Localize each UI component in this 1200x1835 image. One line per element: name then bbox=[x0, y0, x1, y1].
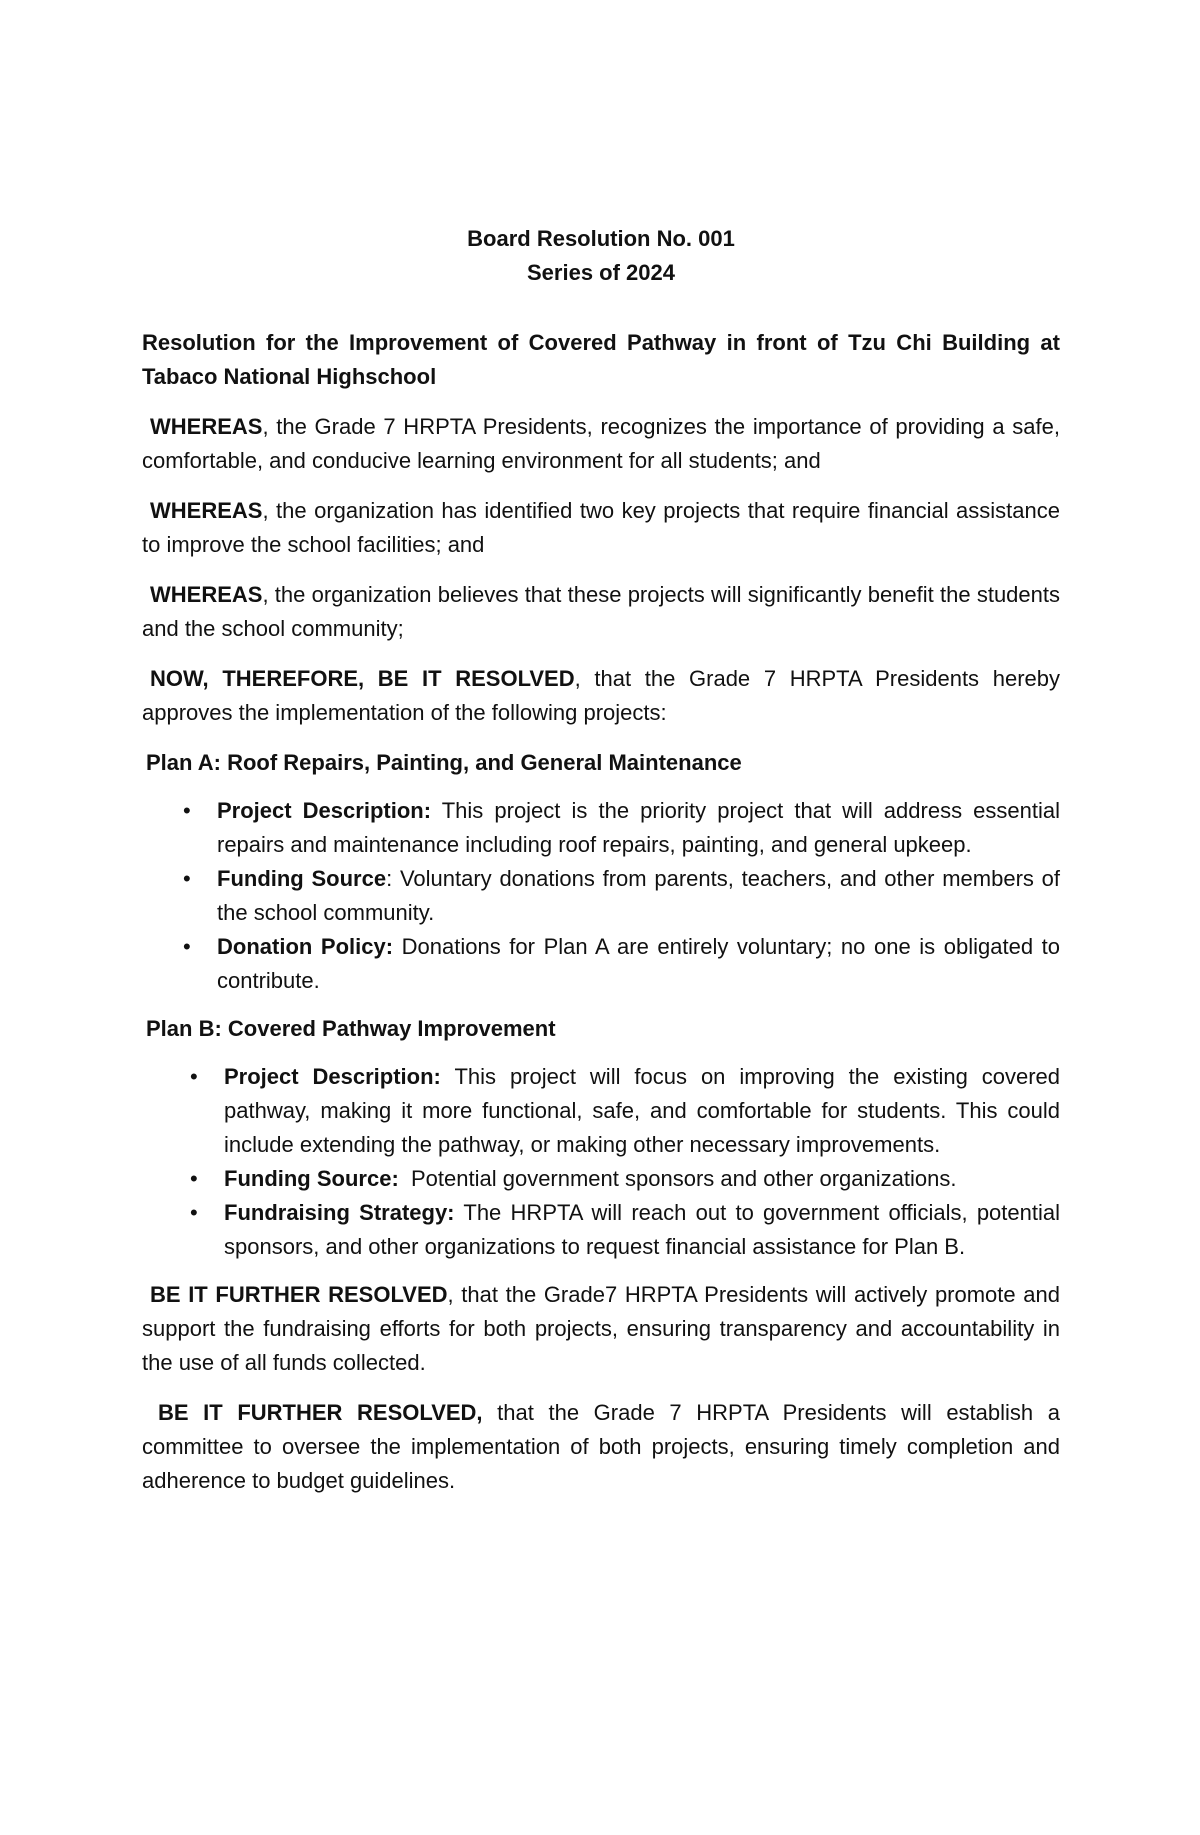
further-text: , that the Grade7 HRPTA Presidents will actively promote and support the fundraising efforts for both projects, ensuring transparency and accountability in the use of all funds collected. bbox=[142, 1282, 1060, 1375]
bullet-icon: • bbox=[183, 798, 191, 823]
list-item bbox=[183, 862, 1060, 930]
list-item bbox=[190, 1196, 1061, 1264]
item-text: Donations for Plan A are entirely voluntary; no one is obligated to contribute. bbox=[217, 934, 1060, 993]
plan-b-title: Plan B: Covered Pathway Improvement bbox=[146, 1016, 556, 1041]
bullet-icon: • bbox=[190, 1200, 198, 1225]
whereas-paragraph-1 bbox=[142, 410, 1060, 478]
further-lead: BE IT FURTHER RESOLVED, bbox=[158, 1400, 483, 1425]
resolved-paragraph bbox=[142, 662, 1060, 730]
plan-a-title: Plan A: Roof Repairs, Painting, and General Maintenance bbox=[146, 750, 742, 775]
whereas-text: , the Grade 7 HRPTA Presidents, recognizes the importance of providing a safe, comfortable, and conducive learning environment for all students; and bbox=[142, 414, 1060, 473]
list-item bbox=[190, 1162, 1060, 1196]
item-label: Donation Policy: bbox=[217, 934, 394, 959]
list-item bbox=[190, 1060, 1061, 1162]
whereas-lead: WHEREAS bbox=[150, 582, 263, 607]
list-item bbox=[183, 794, 1060, 862]
plan-b-list bbox=[142, 1060, 1060, 1264]
whereas-lead: WHEREAS bbox=[150, 414, 263, 439]
item-text: The HRPTA will reach out to government officials, potential sponsors, and other organizations to request financial assistance for Plan B. bbox=[224, 1200, 1061, 1259]
whereas-lead: WHEREAS bbox=[150, 498, 263, 523]
bullet-icon: • bbox=[190, 1064, 198, 1089]
item-text: : Voluntary donations from parents, teachers, and other members of the school community. bbox=[217, 866, 1060, 925]
resolution-number: Board Resolution No. 001 bbox=[467, 226, 735, 251]
item-text: This project will focus on improving the existing covered pathway, making it more functional, safe, and comfortable for students. This could include extending the pathway, or making other necessary improvements. bbox=[224, 1064, 1061, 1157]
further-text: that the Grade 7 HRPTA Presidents will establish a committee to oversee the implementation of both projects, ensuring timely completion and adherence to budget guidelines. bbox=[142, 1400, 1060, 1493]
whereas-paragraph-3 bbox=[142, 578, 1060, 646]
resolved-text: , that the Grade 7 HRPTA Presidents hereby approves the implementation of the following projects: bbox=[142, 666, 1060, 725]
plan-a-list bbox=[142, 794, 1060, 998]
item-text: Potential government sponsors and other organizations. bbox=[398, 1166, 957, 1191]
resolution-series: Series of 2024 bbox=[527, 260, 675, 285]
item-label: Project Description: bbox=[224, 1064, 441, 1089]
bullet-icon: • bbox=[183, 866, 191, 891]
item-text: This project is the priority project that will address essential repairs and maintenance including roof repairs, painting, and general upkeep. bbox=[217, 798, 1060, 857]
whereas-text: , the organization has identified two key projects that require financial assistance to improve the school facilities; and bbox=[142, 498, 1060, 557]
list-item bbox=[183, 930, 1060, 998]
item-label: Funding Source bbox=[217, 866, 387, 891]
further-resolved-paragraph-2 bbox=[142, 1396, 1060, 1498]
item-label: Funding Source: bbox=[224, 1166, 399, 1191]
resolution-title: Resolution for the Improvement of Covered Pathway in front of Tzu Chi Building at Tabaco National Highschool bbox=[142, 330, 1060, 389]
item-label: Fundraising Strategy: bbox=[224, 1200, 455, 1225]
resolved-lead: NOW, THEREFORE, BE IT RESOLVED bbox=[150, 666, 575, 691]
further-resolved-paragraph-1 bbox=[142, 1278, 1060, 1380]
bullet-icon: • bbox=[190, 1166, 198, 1191]
whereas-text: , the organization believes that these projects will significantly benefit the students and the school community; bbox=[142, 582, 1060, 641]
whereas-paragraph-2 bbox=[142, 494, 1060, 562]
further-lead: BE IT FURTHER RESOLVED bbox=[150, 1282, 448, 1307]
bullet-icon: • bbox=[183, 934, 191, 959]
document-page bbox=[142, 222, 1060, 1514]
item-label: Project Description: bbox=[217, 798, 432, 823]
